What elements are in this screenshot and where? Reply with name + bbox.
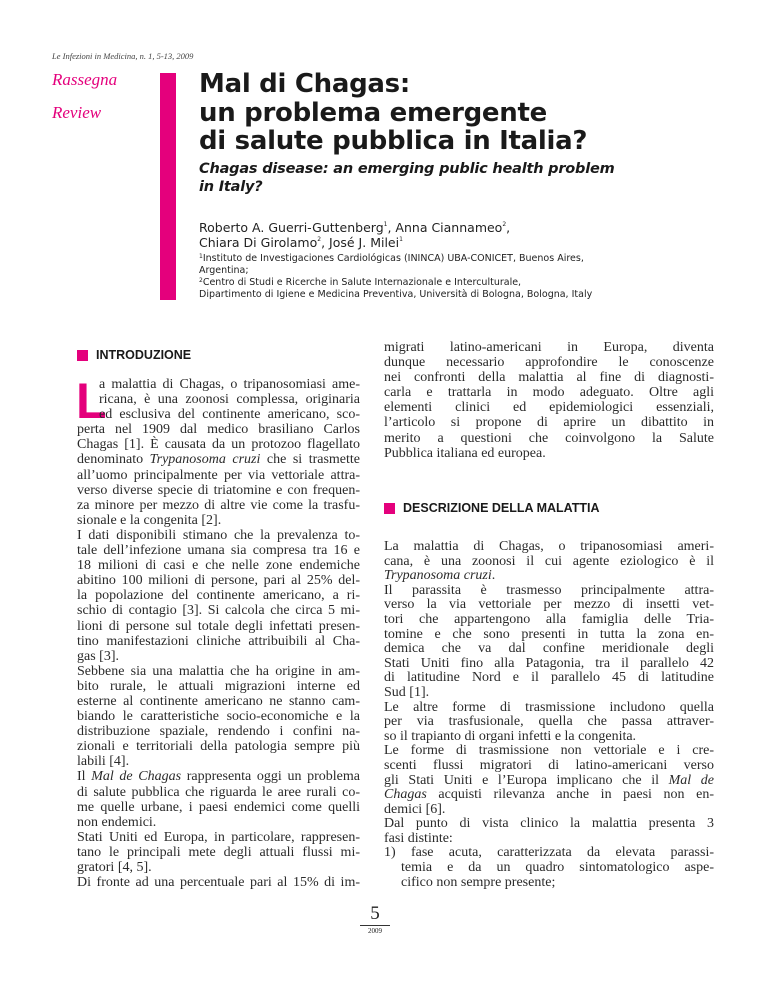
text-segment: gli Stati Uniti e l’Europa implicano che il — [384, 772, 669, 788]
text-line: tomine e che sono presenti in tutta la zona en- — [384, 626, 714, 642]
text-line: tino manifestazioni cliniche attribuibili al Cha- — [77, 633, 360, 649]
text-line: la popolazione del continente americano, a ri- — [77, 588, 360, 604]
text-line: verso la via vettoriale per mezzo di insetti vet- — [384, 597, 714, 613]
text-line: l’articolo si propone di aprire un dibattito in — [384, 415, 714, 431]
text-line: 1) fase acuta, caratterizzata da elevata parassi- — [384, 845, 714, 861]
text-line: gas [3]. — [77, 648, 119, 664]
text-line: non endemici. — [77, 814, 157, 830]
text-line: all’uomo principalmente per via vettoriale attra- — [77, 467, 360, 483]
text-line: bito rurale, le attuali migrazioni interne ed — [77, 678, 360, 694]
text-line: tano le principali mete degli attuali flussi mi- — [77, 844, 360, 860]
text-line: carla e trattarla in modo adeguato. Oltre agli — [384, 385, 714, 401]
drop-cap: L — [76, 373, 107, 429]
text-line: La malattia di Chagas, o tripanosomiasi ameri- — [384, 539, 714, 554]
paragraph — [77, 875, 360, 890]
text-line: ed esclusiva del continente americano, sco- — [99, 407, 360, 423]
body-column-right-top — [384, 340, 714, 461]
rubric-english: Review — [52, 103, 102, 122]
text-line: Di fronte ad una percentuale pari al 15% di im- — [77, 875, 360, 891]
text-segment: . — [491, 568, 496, 584]
paragraph — [384, 540, 714, 584]
rubric-italian: Rassegna — [52, 70, 118, 89]
text-line: Pubblica italiana ed europea. — [384, 445, 546, 461]
text-line — [77, 769, 360, 784]
text-segment: che si trasmette — [260, 452, 360, 468]
square-bullet-icon — [384, 503, 395, 514]
body-column-right-bottom — [384, 540, 714, 890]
paragraph — [77, 769, 360, 829]
text-line: a malattia di Chagas, o tripanosomiasi ame- — [99, 377, 360, 392]
author: Anna Ciannameo — [395, 220, 503, 235]
text-line: Stati Uniti fino alla Patagonia, tra il parallelo 42 — [384, 655, 714, 671]
text-line — [384, 569, 714, 584]
text-line: demici [6]. — [384, 801, 446, 817]
title-line: di salute pubblica in Italia? — [199, 126, 588, 156]
text-line: 18 milioni di casi e che nelle zone endemiche — [77, 558, 360, 574]
text-line: Le forme di trasmissione non vettoriale e i cre- — [384, 743, 714, 759]
paragraph — [77, 528, 360, 664]
paragraph — [384, 817, 714, 846]
article-subtitle — [199, 160, 615, 196]
text-line: Il parassita è trasmesso principalmente attra- — [384, 582, 714, 598]
text-line: lioni di persone sul totale degli infettati presen- — [77, 618, 360, 634]
text-line: abitino 100 milioni di persone, pari al 25% del- — [77, 573, 360, 589]
text-line: esterne al continente americano ne stanno cam- — [77, 693, 360, 709]
italic-text: Chagas — [384, 787, 427, 803]
affiliation-line: Argentina; — [199, 265, 249, 276]
text-line — [384, 788, 714, 803]
text-segment: Il — [77, 769, 92, 785]
text-line: Sebbene sia una malattia che ha origine in am- — [77, 663, 360, 679]
paragraph — [384, 846, 714, 890]
author-list: Roberto A. Guerri-Guttenberg$^1$, Anna Ciannameo$^2$, Chiara Di Girolamo$^2$, José J. Milei$^1$ — [199, 220, 511, 250]
title-line: Mal di Chagas: — [199, 69, 410, 99]
affiliation-line: Dipartimento di Igiene e Medicina Preventiva, Università di Bologna, Bologna, Italy — [199, 289, 593, 300]
paragraph — [384, 584, 714, 701]
italic-text: Mal de — [668, 772, 714, 788]
italic-text: Mal de Chagas — [91, 769, 182, 785]
text-line: perta nel 1909 dal medico brasiliano Carlos — [77, 422, 360, 438]
page-number: 5 — [370, 903, 380, 924]
paragraph — [384, 744, 714, 817]
text-line: merito a questioni che coinvolgono la Salute — [384, 430, 714, 446]
text-line: I dati disponibili stimano che la prevalenza to- — [77, 527, 360, 543]
paragraph — [77, 830, 360, 875]
text-line — [384, 774, 714, 789]
text-line: Chagas [1]. È causata da un protozoo flagellato — [77, 437, 360, 453]
affiliations: $^1$Instituto de Investigaciones Cardiológicas (ININCA) UBA-CONICET, Buenos Aires, Argentina; $^2$Centro di Studi e Ricerche in Salute Internazionale e Interculturale, Dipartimento di Igiene e Medicina Preventiva, Università di Bologna, Bologna, Italy — [199, 253, 593, 300]
page-year: 2009 — [368, 927, 382, 935]
paragraph — [77, 664, 360, 770]
italic-text: Trypanosoma cruzi — [149, 452, 261, 468]
text-line: nei confronti della malattia al fine di diagnosti- — [384, 370, 714, 386]
text-line: me quelle urbane, i paesi endemici come quelli — [77, 799, 360, 815]
text-line: di latitudine Nord e il parallelo 45 di latitudine — [384, 670, 714, 686]
subtitle-line: Chagas disease: an emerging public health problem — [199, 161, 615, 177]
paragraph — [384, 701, 714, 745]
subtitle-line: in Italy? — [199, 179, 263, 195]
text-line: scenti flussi migratori di latino-americani verso — [384, 757, 714, 773]
affiliation-line: Instituto de Investigaciones Cardiológicas (ININCA) UBA-CONICET, Buenos Aires, — [202, 253, 584, 264]
text-line: elementi clinici ed epidemiologici essenziali, — [384, 400, 714, 416]
text-line: so il trapianto di organi infetti e la congenita. — [384, 728, 637, 744]
text-line: Dal punto di vista clinico la malattia presenta 3 — [384, 816, 714, 832]
square-bullet-icon — [77, 350, 88, 361]
text-line: distribuzione spaziale, rendendo i confini na- — [77, 724, 360, 740]
author: Roberto A. Guerri-Guttenberg — [199, 220, 384, 235]
accent-bar — [160, 73, 176, 300]
text-line: per via trasfusionale, quella che passa attraver- — [384, 714, 714, 730]
text-line: zionali e territoriali della patologia sempre più — [77, 739, 360, 755]
italic-text: Trypanosoma cruzi — [384, 568, 492, 584]
paragraph — [76, 373, 360, 528]
article-title — [199, 70, 587, 156]
title-line: un problema emergente — [199, 97, 547, 128]
text-line: labili [4]. — [77, 754, 130, 770]
text-line: di salute pubblica che riguarda le aree rurali co- — [77, 784, 360, 800]
text-line: fasi distinte: — [384, 830, 453, 846]
section-heading-introduzione: INTRODUZIONE — [77, 348, 191, 362]
text-line: tori che appartengono alla famiglia delle Tria- — [384, 611, 714, 627]
text-line: za minore per mezzo di altre vie come la trasfu- — [77, 497, 360, 513]
text-line: cana, è una zoonosi il cui agente eziologico è il — [384, 553, 714, 569]
text-line: sionale e la congenita [2]. — [77, 512, 222, 528]
text-line: Stati Uniti ed Europa, in particolare, rappresen- — [77, 829, 360, 845]
affiliation-line: Centro di Studi e Ricerche in Salute Internazionale e Interculturale, — [202, 277, 522, 288]
text-line: Le altre forme di trasmissione includono quella — [384, 699, 714, 715]
text-segment: rappresenta oggi un problema — [181, 769, 360, 785]
text-line: schio di contagio [3]. Si calcola che circa 5 mi- — [77, 603, 360, 619]
text-line: gratori [4, 5]. — [77, 860, 152, 875]
author: Chiara Di Girolamo — [199, 234, 318, 250]
text-line: Sud [1]. — [384, 684, 430, 700]
section-heading-descrizione: DESCRIZIONE DELLA MALATTIA — [384, 501, 600, 515]
text-line: dunque necessario approfondire le conoscenze — [384, 355, 714, 371]
text-line: verso diverse specie di triatomine e con frequen- — [77, 482, 360, 498]
text-line: biando le caratteristiche socio-economiche e la — [77, 709, 360, 725]
page-number-rule — [360, 925, 390, 926]
journal-citation: Le Infezioni in Medicina, n. 1, 5-13, 2009 — [52, 51, 194, 61]
paragraph — [384, 340, 714, 461]
body-column-left — [76, 373, 360, 891]
text-line: migrati latino-americani in Europa, diventa — [384, 340, 714, 355]
text-line: cifico non sempre presente; — [401, 874, 556, 890]
text-line — [77, 452, 360, 467]
text-segment: denominato — [77, 452, 150, 468]
text-line: demica che va dal confine meridionale degli — [384, 641, 714, 657]
text-line: temia e da un quadro sintomatologico aspe- — [401, 860, 714, 876]
text-line: ricana, è una zoonosi complessa, originaria — [99, 392, 360, 408]
text-segment: acquisti rilevanza anche in paesi non en- — [426, 787, 714, 803]
author: José J. Milei — [329, 234, 400, 250]
text-line: tale dell’infezione umana sia compresa tra 16 e — [77, 543, 360, 559]
